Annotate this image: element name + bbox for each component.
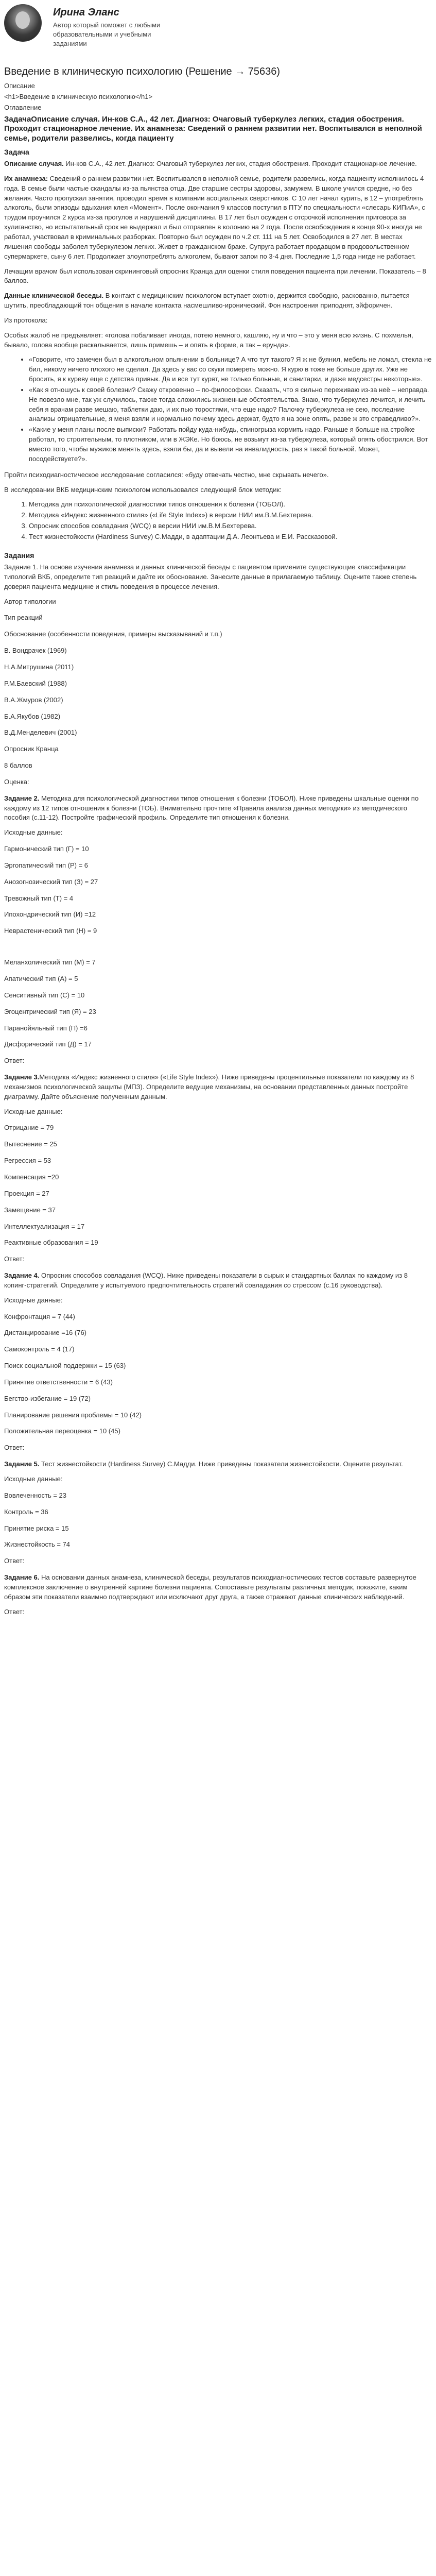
author-description: Автор который поможет с любыми образовательными и учебными заданиями bbox=[53, 21, 161, 48]
list-item: Дисфорический тип (Д) = 17 bbox=[4, 1040, 92, 1048]
list-item: • «Какие у меня планы после выписки? Работать пойду куда-нибудь, спиногрызa кормить надо. Раньше я больше на стройке работал, то строительным, то плотником, или в ЖЭКе. Но боюсь, не возьмут из-за туберкулеза, который опять обострился. Вот вместо того, чтобы мужиков менять здесь, взяли бы, да и вывели на инвалидность, раз я такой больной. Может, посодействуете?». bbox=[29, 425, 432, 464]
author-name[interactable]: Ирина Эланс bbox=[53, 7, 119, 18]
list-item: Б.А.Якубов (1982) bbox=[4, 712, 61, 720]
list-item: Тревожный тип (Т) = 4 bbox=[4, 894, 74, 902]
list-item: Жизнестойкость = 74 bbox=[4, 1540, 71, 1549]
list-item: Регрессия = 53 bbox=[4, 1157, 51, 1165]
list-item: 4. Тест жизнестойкости (Hardiness Survey) С.Мадди, в адаптации Д.А. Леонтьева и Е.И. Рассказовой. bbox=[29, 532, 432, 542]
task1-text: Задание 1. На основе изучения анамнеза и данных клинической беседы с пациентом примените существующие классификации типологий ВКБ, определите тип реакций и дайте их обоснование. Занесите данные в прилагаемую таблицу. Оцените также степень доверия пациента медицине и стиль поведения в процессе лечения. bbox=[4, 563, 417, 590]
list-item: Компенсация =20 bbox=[4, 1173, 59, 1181]
list-item: Реактивные образования = 19 bbox=[4, 1239, 98, 1247]
task6-lines bbox=[0, 1607, 436, 1617]
task6-paragraph bbox=[0, 1573, 436, 1602]
tasks-heading: Задания bbox=[4, 551, 34, 560]
task3-bold: Задание 3. bbox=[4, 1073, 40, 1081]
list-item: Ответ: bbox=[4, 1255, 25, 1263]
list-item: Н.А.Митрушина (2011) bbox=[4, 663, 74, 671]
list-item: Исходные данные: bbox=[4, 828, 63, 837]
list-item: Сенситивный тип (С) = 10 bbox=[4, 991, 85, 999]
list-item: Опросник Кранца bbox=[4, 745, 59, 753]
task2-paragraph bbox=[0, 794, 436, 823]
list-item: Конфронтация = 7 (44) bbox=[4, 1312, 75, 1320]
anamnesis-paragraph bbox=[0, 174, 436, 262]
list-item: Исходные данные: bbox=[4, 1107, 63, 1115]
list-item bbox=[4, 943, 432, 951]
author-avatar[interactable] bbox=[4, 4, 42, 42]
task5-lines bbox=[0, 1475, 436, 1566]
list-item: Гармонический тип (Г) = 10 bbox=[4, 845, 89, 853]
list-item: В. Вондрачек (1969) bbox=[4, 647, 67, 655]
list-item: Эгоцентрический тип (Я) = 23 bbox=[4, 1007, 96, 1015]
list-item: Проекция = 27 bbox=[4, 1189, 49, 1197]
list-item: • «Говорите, что замечен был в алкогольном опьянении в больнице? А что тут такого? Я ж не буянил, мебель не ломал, стекла не бил, никому ничего плохого не сделал. Да здесь у вас со скуки помереть можно. Я курю в тоже не больше других. Уже не бросить, я к куреву еще с детства привык. Да и все тут курят, не только больные, и санитарки, и даже медсестры некоторые». bbox=[29, 355, 432, 384]
list-item: Автор типологии bbox=[4, 597, 56, 605]
anamnesis-bold: Их анамнеза: bbox=[4, 174, 48, 182]
list-item: Обоснование (особенности поведения, примеры высказываний и т.п.) bbox=[4, 630, 222, 638]
list-item: Поиск социальной поддержки = 15 (63) bbox=[4, 1362, 126, 1370]
list-item: Замещение = 37 bbox=[4, 1206, 56, 1214]
task6-bold: Задание 6. bbox=[4, 1573, 40, 1582]
quotes-list bbox=[4, 355, 432, 464]
list-item: Ответ: bbox=[4, 1607, 25, 1616]
conversation-text: В контакт с медицинским психологом вступает охотно, держится свободно, раскованно, пытается шутить, преобладающий тон общения в начале контакта насмешливо-иронический. Фон настроения приподнят, эйфоричен. bbox=[4, 292, 410, 310]
protocol-label: Из протокола: bbox=[4, 316, 48, 324]
study-intro: Пройти психодиагностическое исследование согласился: «буду отвечать честно, мне скрывать нечего». bbox=[4, 470, 329, 479]
page-title: Введение в клиническую психологию (Решение → 75636) bbox=[4, 66, 281, 77]
list-item: Планирование решения проблемы = 10 (42) bbox=[4, 1411, 142, 1419]
list-item: Тип реакций bbox=[4, 614, 43, 622]
list-item: Апатический тип (А) = 5 bbox=[4, 975, 78, 982]
list-item: Принятие ответственности = 6 (43) bbox=[4, 1378, 113, 1386]
task4-bold: Задание 4. bbox=[4, 1272, 40, 1280]
task5-text: Тест жизнестойкости (Hardiness Survey) С.Мадди. Ниже приведены показатели жизнестойкости. Оцените результат. bbox=[39, 1460, 403, 1468]
list-item: Исходные данные: bbox=[4, 1296, 63, 1304]
list-item: Интеллектуализация = 17 bbox=[4, 1222, 85, 1230]
task4-paragraph bbox=[0, 1271, 436, 1291]
list-item: Дистанцирование =16 (76) bbox=[4, 1329, 87, 1337]
list-item: Паранойяльный тип (П) =6 bbox=[4, 1024, 88, 1032]
task2-bold: Задание 2. bbox=[4, 794, 40, 802]
methods-list bbox=[4, 500, 432, 541]
list-item: • «Как я отношусь к своей болезни? Скажу откровенно – по-философски. Сказать, что я сильно переживаю из-за неё – неправда. Не повезло мне, так уж случилось, также тогда сложились жизненные обстоятельства. Знаю, что туберкулез лечится, и лечить себя я врачам разве мешаю, таблетки даю, и их пью торостями, что еще надо? Палочку туберкулеза не сею, последние анализы отрицательные, я меня взяли и нормально почему здесь держат, будто я на зоне опять, разве ж это справедливо?». bbox=[29, 385, 432, 424]
task2-lines bbox=[0, 828, 436, 1066]
task5-paragraph bbox=[0, 1460, 436, 1469]
task1-lines bbox=[0, 597, 436, 787]
list-item: Эргопатический тип (Р) = 6 bbox=[4, 861, 89, 869]
list-item: Вытеснение = 25 bbox=[4, 1140, 57, 1148]
task3-paragraph bbox=[0, 1073, 436, 1102]
list-item: 8 баллов bbox=[4, 761, 32, 770]
task4-text: Опросник способов совладания (WCQ). Ниже приведены показатели в сырых и стандартных баллах по каждому из 8 копинг-стратегий. Определите у испытуемого предпочтительность стратегий совладания со стрессом (с.16 руководства). bbox=[4, 1272, 408, 1289]
anamnesis-text: Сведений о раннем развитии нет. Воспитывался в неполной семье, родители развелись, когда пациенту исполнилось 4 года. В семье были частые скандалы из-за пьянства отца. Две старшие сестры здоровы, замужем. В школе учился средне, но без желания. Часто пропускал занятия, проводил время в компании асоциальных сверстников. С 10 лет начал курить, в 12 – употреблять алкоголь, были эпизоды вдыхания клея «Момент». После окончания 9 классов поступил в ПТУ по специальности «слесарь КИПиА», с трудом проучился 2 курса из-за прогулов и нарушений дисциплины. В 17 лет был осужден с отсрочкой исполнения приговора за хулиганство, но испытательный срок не выдержал и был отправлен в колонию на 2 года. После освобождения в конце 90-х иногда не работал, участвовал в криминальных разборках. Повторно был осужден по ч.2 ст. 111 на 5 лет. Освободился в 27 лет. В местах лишения свободы заболел туберкулезом легких. Живет в гражданском браке. Супруга работает продавцом в продовольственном супермаркете, сыну 6 лет. Продолжает злоупотреблять алкоголем, бывают запои по 3-4 дня. Последние 1,5 года нигде не работает. bbox=[4, 174, 425, 260]
task3-text: Методика «Индекс жизненного стиля» («Life Style Index»). Ниже приведены процентильные показатели по каждому из 8 механизмов психологической защиты (МПЗ). Определите ведущие механизмы, на основании представленных данных постройте диаграмму. Дайте объяснение полученным данным. bbox=[4, 1073, 414, 1100]
list-item: Контроль = 36 bbox=[4, 1507, 48, 1516]
list-item: Ответ: bbox=[4, 1557, 25, 1565]
list-item: Неврастенический тип (Н) = 9 bbox=[4, 927, 97, 935]
author-info bbox=[53, 4, 166, 49]
task5-bold: Задание 5. bbox=[4, 1460, 40, 1468]
main-heading: ЗадачаОписание случая. Ин-ков С.А., 42 лет. Диагноз: Очаговый туберкулез легких, стадия обострения. Проходит стационарное лечение. Их анамнеза: Сведений о раннем развитии нет. Воспитывался в неполной семье, родители развелись, когда пациенту bbox=[4, 114, 422, 143]
list-item: 3. Опросник способов совладания (WCQ) в версии НИИ им.В.М.Бехтерева. bbox=[29, 521, 432, 531]
raw-heading-line: <h1>Введение в клиническую психологию</h1> bbox=[4, 92, 153, 100]
list-item: 1. Методика для психологической диагностики типов отношения к болезни (ТОБОЛ). bbox=[29, 500, 432, 510]
task3-lines bbox=[0, 1107, 436, 1264]
list-item: Вовлеченность = 23 bbox=[4, 1491, 66, 1499]
protocol-intro: Особых жалоб не предъявляет: «голова побаливает иногда, потею немного, кашляю, ну и что – это у меня всю жизнь. С похмелья, бывало, голова вообще раскалывается, лишь примешь – и опять в форме, а так – ерунда». bbox=[4, 331, 413, 349]
list-item: Самоконтроль = 4 (17) bbox=[4, 1345, 75, 1353]
description-label: Описание bbox=[4, 82, 35, 90]
list-item: Анозогнозический тип (З) = 27 bbox=[4, 877, 98, 886]
list-item: Положительная переоценка = 10 (45) bbox=[4, 1427, 120, 1435]
list-item: Отрицание = 79 bbox=[4, 1124, 54, 1132]
task-label: Задача bbox=[4, 147, 29, 156]
list-item: В.А.Жмуров (2002) bbox=[4, 696, 63, 704]
conversation-paragraph bbox=[0, 291, 436, 311]
task6-text: На основании данных анамнеза, клинической беседы, результатов психодиагностических тестов составьте развернутое комплексное заключение о внутренней картине болезни пациента. Сопоставьте результаты различных методик, покажите, каким образом эти показатели взаимно подтверждают или исключают друг друга, а также отражают данные клинических наблюдений. bbox=[4, 1573, 416, 1601]
case-bold: Описание случая. bbox=[4, 160, 64, 168]
task2-text: Методика для психологической диагностики типов отношения к болезни (ТОБОЛ). Ниже приведены шкальные оценки по каждому из 12 типов отношения к болезни (ТОБ). Внимательно прочтите «Правила анализа данных методики» из методического пособия (с.11-12). Постройте графический профиль. Определите тип отношения к болезни. bbox=[4, 794, 419, 822]
list-item: Р.М.Баевский (1988) bbox=[4, 679, 67, 687]
case-text: Ин-ков С.А., 42 лет. Диагноз: Очаговый туберкулез легких, стадия обострения. Проходит стационарное лечение. bbox=[63, 160, 417, 168]
list-item: Бегство-избегание = 19 (72) bbox=[4, 1394, 91, 1402]
list-item: Ответ: bbox=[4, 1444, 25, 1452]
author-card bbox=[0, 0, 436, 58]
list-item: Ипохондрический тип (И) =12 bbox=[4, 910, 96, 919]
list-item: 2. Методика «Индекс жизненного стиля» («Life Style Index») в версии НИИ им.В.М.Бехтерева. bbox=[29, 511, 432, 520]
list-item: Принятие риска = 15 bbox=[4, 1524, 69, 1532]
conversation-bold: Данные клинической беседы. bbox=[4, 292, 104, 300]
list-item: Оценка: bbox=[4, 777, 29, 786]
screening-paragraph: Лечащим врачом был использован скрининговый опросник Кранца для оценки стиля поведения пациента при лечении. Показатель – 8 баллов. bbox=[4, 267, 426, 285]
task4-lines bbox=[0, 1296, 436, 1453]
case-paragraph bbox=[0, 159, 436, 169]
toc-label[interactable]: Оглавление bbox=[4, 103, 42, 111]
list-item: В.Д.Менделевич (2001) bbox=[4, 728, 77, 737]
list-item: Меланхолический тип (М) = 7 bbox=[4, 958, 96, 967]
methods-intro: В исследовании ВКБ медицинским психологом использовался следующий блок методик: bbox=[4, 485, 282, 494]
list-item: Ответ: bbox=[4, 1057, 25, 1065]
list-item: Исходные данные: bbox=[4, 1475, 63, 1483]
